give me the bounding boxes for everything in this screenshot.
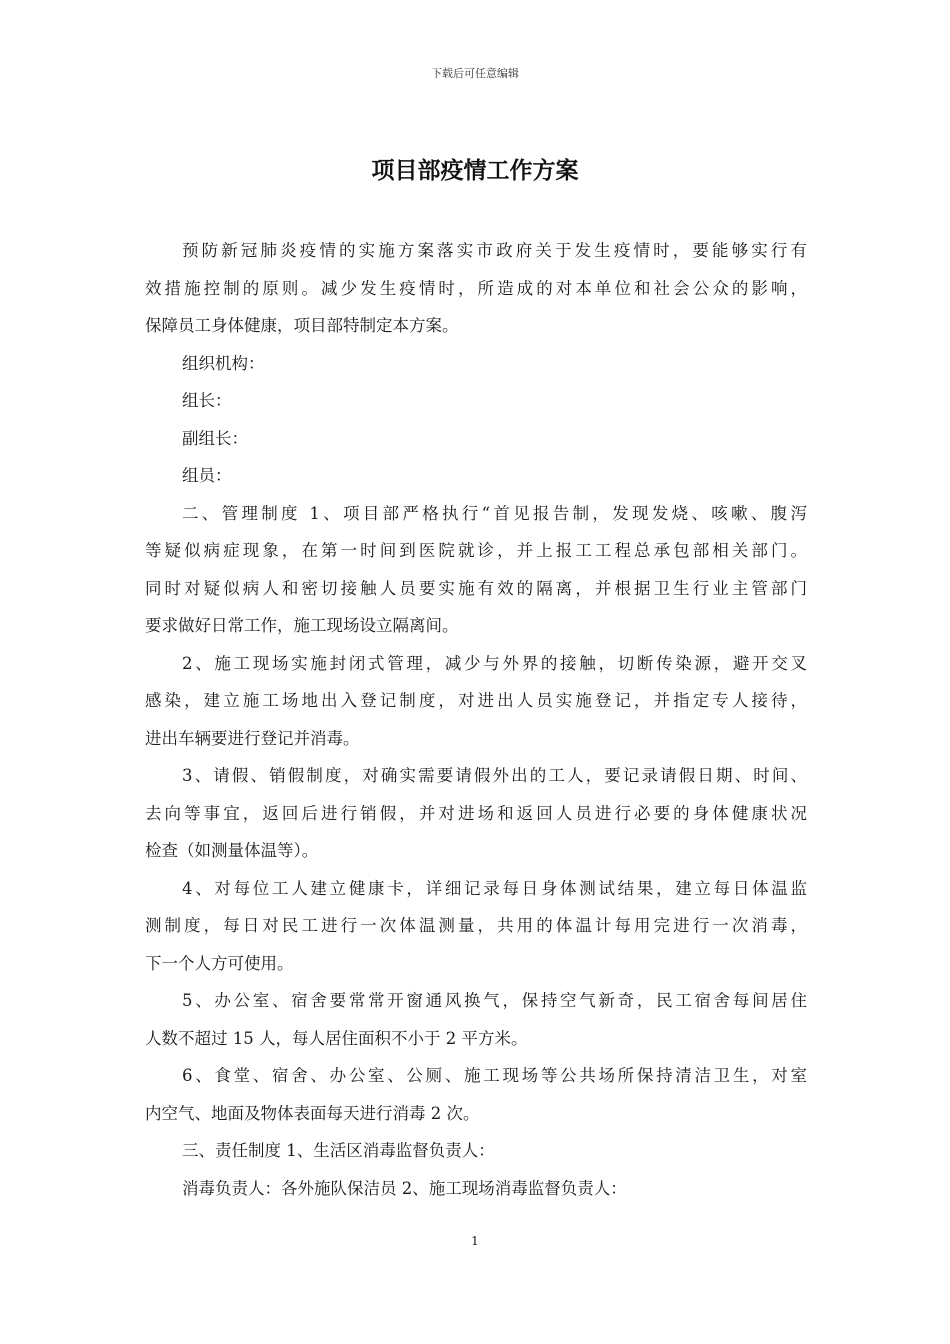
text-line: 保障员工身体健康，项目部特制定本方案。 <box>145 316 459 335</box>
text-line: 进出车辆要进行登记并消毒。 <box>145 728 360 748</box>
text-line: 6、食堂、宿舍、办公室、公厕、施工现场等公共场所保持清洁卫生，对室 <box>182 1066 807 1085</box>
text-line: 5、办公室、宿舍要常常开窗通风换气，保持空气新奇，民工宿舍每间居住 <box>182 991 807 1010</box>
text-line: 2、施工现场实施封闭式管理，减少与外界的接触，切断传染源，避开交叉 <box>182 653 807 673</box>
header-note: 下载后可任意编辑 <box>431 67 519 80</box>
text-line: 检查（如测量体温等）。 <box>145 841 319 860</box>
text-line: 人数不超过 15 人，每人居住面积不小于 2 平方米。 <box>145 1028 528 1048</box>
text-line: 内空气、地面及物体表面每天进行消毒 2 次。 <box>145 1103 480 1123</box>
text-line: 等疑似病症现象，在第一时间到医院就诊，并上报工工程总承包部相关部门。 <box>145 541 807 560</box>
text-line: 要求做好日常工作，施工现场设立隔离间。 <box>145 616 459 635</box>
text-line: 组长： <box>182 391 232 410</box>
text-line: 组员： <box>182 466 232 485</box>
text-line: 感染，建立施工场地出入登记制度，对进出人员实施登记，并指定专人接待， <box>145 691 807 710</box>
text-line: 测制度，每日对民工进行一次体温测量，共用的体温计每用完进行一次消毒， <box>145 916 807 935</box>
text-line: 三、责任制度 1、生活区消毒监督负责人： <box>182 1141 495 1160</box>
text-line: 3、请假、销假制度，对确实需要请假外出的工人，要记录请假日期、时间、 <box>182 766 807 785</box>
text-line: 效措施控制的原则。减少发生疫情时，所造成的对本单位和社会公众的影响， <box>145 278 807 298</box>
document-title: 项目部疫情工作方案 <box>371 157 579 184</box>
text-line: 下一个人方可使用。 <box>145 953 294 973</box>
text-line: 二、管理制度 1、项目部严格执行“首见报告制，发现发烧、咳嗽、腹泻 <box>182 503 807 523</box>
text-line: 组织机构： <box>182 353 265 373</box>
text-line: 消毒负责人：各外施队保洁员 2、施工现场消毒监督负责人： <box>182 1178 627 1198</box>
text-line: 同时对疑似病人和密切接触人员要实施有效的隔离，并根据卫生行业主管部门 <box>145 578 807 598</box>
text-line: 预防新冠肺炎疫情的实施方案落实市政府关于发生疫情时，要能够实行有 <box>182 241 807 260</box>
text-line: 4、对每位工人建立健康卡，详细记录每日身体测试结果，建立每日体温监 <box>182 878 807 898</box>
page-number: 1 <box>471 1234 479 1248</box>
text-line: 副组长： <box>182 428 248 448</box>
document-body <box>145 232 807 1207</box>
text-line: 去向等事宜，返回后进行销假，并对进场和返回人员进行必要的身体健康状况 <box>145 803 807 823</box>
